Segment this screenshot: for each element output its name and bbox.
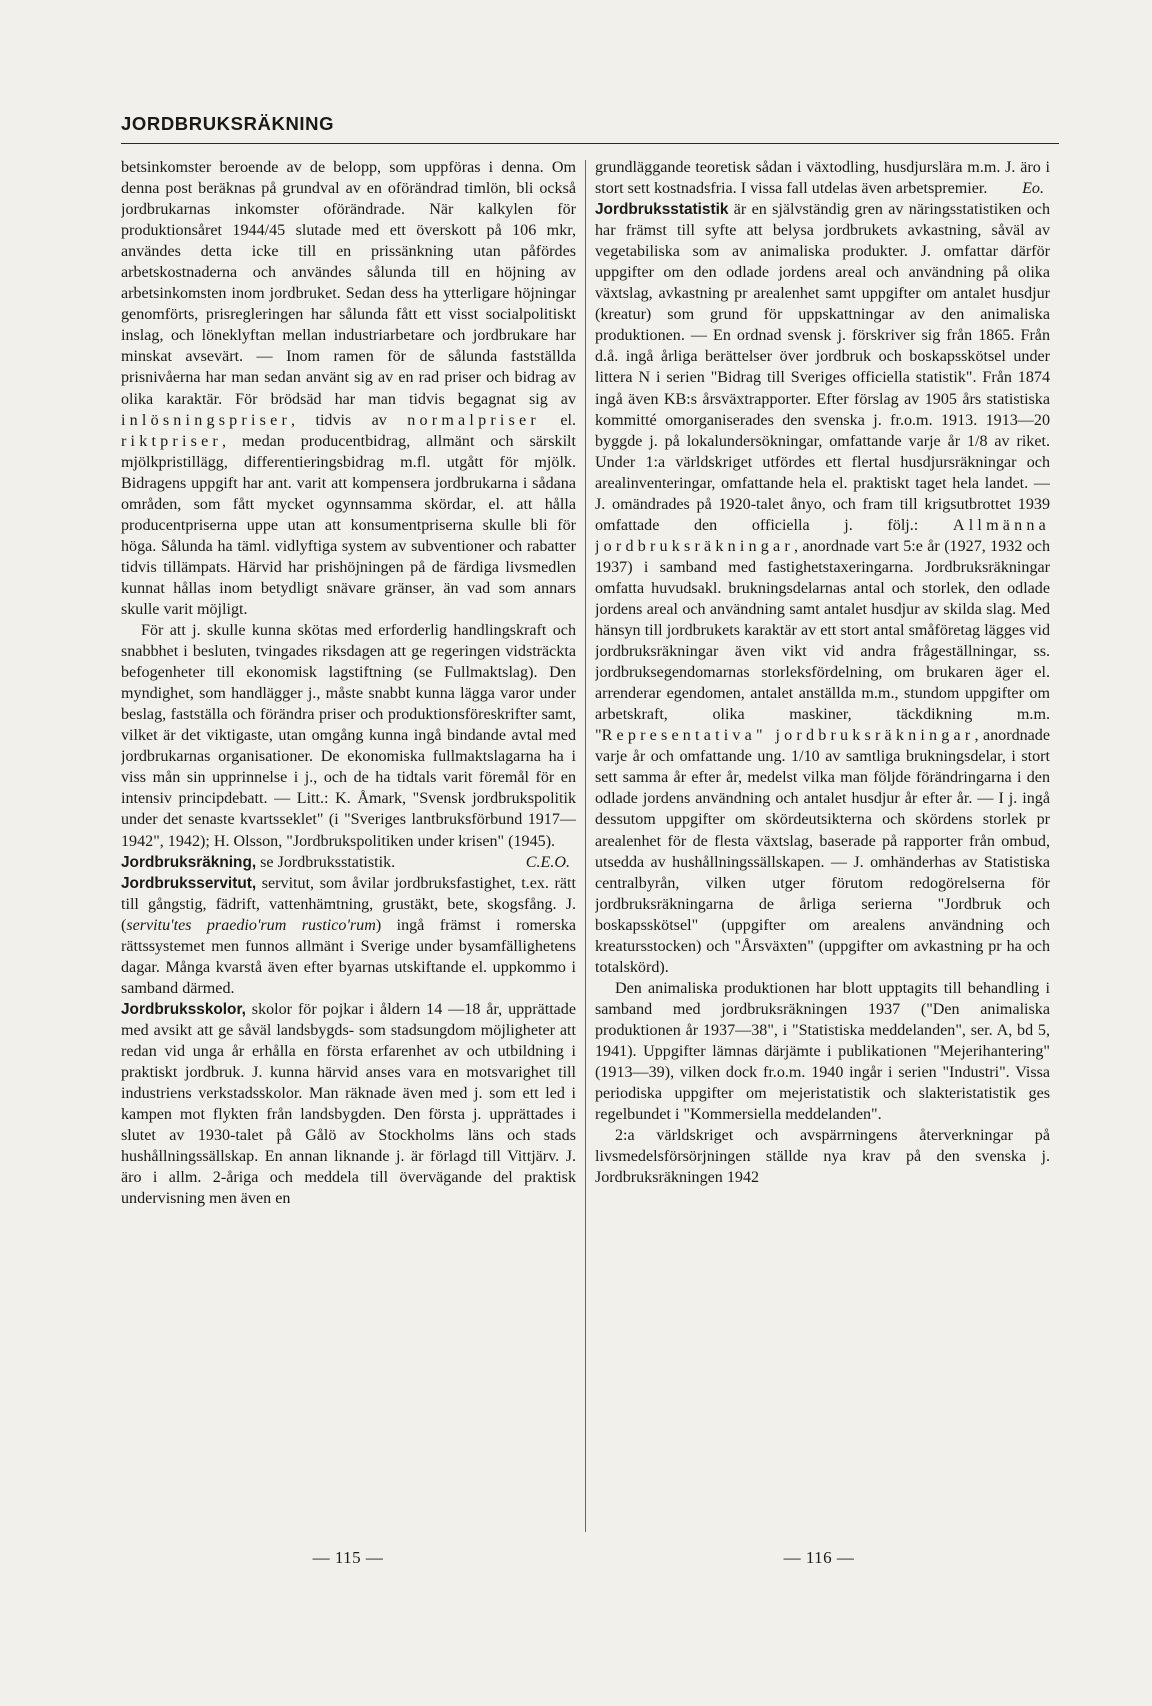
paragraph-text: Den animaliska produktionen har blott upptagits till behandling i samband med jordbruksräkningen 1937 ("Den animaliska produktionen år 1937—38", i "Statistiska meddelanden", ser. A, bd 5, 1941). Uppgifter lämnas därjämte i publikationen "Mejerihantering" (1913—39), vilken dock fr.o.m. 1940 ingår i serien "Industri". Vissa periodiska uppgifter om mejeristatistik och slakteristatistik ges regelbundet i "Kommersiella meddelanden". xyxy=(595,979,1050,1124)
spaced-term: Allmänna jordbruksräkningar xyxy=(595,516,1050,555)
paragraph xyxy=(595,1125,1050,1188)
entry-text: , anordnade varje år och omfattande ung. 1/10 av samtliga brukningsdelar, i stort sett samma år efter år, medelst vilka man följde förändringarna i den odlade jordens användning och antalet husdjur år efter år. — I j. ingå dessutom uppgifter om skördeutsikterna och skördens storlek pr arealenhet för de flesta växtslag, baserade på rapporter från ombud, utsedda av hushållningssällskapen. — J. omhänderhas av Statistiska centralbyrån, vilken utger förutom redogörelserna för jordbruksräkningarna de årliga serierna "Jordbruk och boskapsskötsel" (uppgifter om arealens användning och kreatursstocken) och "Årsväxten" (uppgifter om avkastning pr ha och totalskörd). xyxy=(595,727,1050,976)
running-head: JORDBRUKSRÄKNING xyxy=(121,113,335,134)
entry-text: ) ingå främst i romerska rättssystemet men funnos allmänt i Sverige under bysamfällighetens dagar. Många kvarstå även efter byarnas utskiftande el. uppkommo i samband därmed. xyxy=(121,916,576,997)
paragraph xyxy=(121,157,576,620)
entry-jordbruksstatistik xyxy=(595,199,1050,978)
entry-jordbruksskolor xyxy=(121,999,576,1209)
paragraph-text: betsinkomster beroende av de belopp, som uppföras i denna. Om denna post beräknas på grundval av en oförändrad timlön, bli också jordbrukarnas inkomster oförändrade. När kalkylen för produktionsåret 1944/45 slutade med ett överskott på 106 mkr, användes detta icke till en prissänkning utan påfördes arbetskostnaderna och användes sålunda till en höjning av arbetsinkomsten inom jordbruket. Sedan dess ha ytterligare höjningar genomförts, prisregleringen har sålunda fått ett visst socialpolitiskt inslag, och löneklyftan mellan industriarbetare och jordbrukare har minskat avsevärt. — Inom ramen för de sålunda fastställda prisnivåerna har man sedan använt sig av en rad priser och bidrag av olika karaktär. För brödsäd har man tidvis begagnat sig av xyxy=(121,159,576,408)
paragraph-text: , medan producentbidrag, allmänt och särskilt mjölkpristillägg, differentieringsbidrag m.fl. utgått för mjölk. Bidragens uppgift har ant. varit att kompensera jordbrukarna i sådana områden, som fått mycket ogynnsamma skördar, el. att hålla producentpriserna uppe utan att konsumentpriserna skulle bli för höga. Sålunda ha täml. vidlyftiga system av subventioner och rabatter tidvis tillämpats. Härvid har prishöjningen på de färdiga livsmedlen kunnat hållas inom betydligt snävare gränser, än vad som annars skulle varit möjligt. xyxy=(121,432,576,618)
paragraph-text: el. xyxy=(539,411,576,429)
spaced-term: inlösningspriser xyxy=(121,411,292,429)
left-column xyxy=(121,157,576,1542)
spaced-term: riktpriser xyxy=(121,432,222,450)
page-header xyxy=(121,113,1059,144)
page-number-right: — 116 — xyxy=(783,1548,855,1567)
spaced-term: Representativa" jordbruksräkningar xyxy=(601,727,975,745)
entry-jordbruksservitut xyxy=(121,873,576,999)
author-signature: C.E.O. xyxy=(525,853,570,871)
entry-text: , anordnade vart 5:e år (1927, 1932 och 1937) i samband med fastighetstaxeringarna. Jordbruksräkningar omfatta huvudsakl. brukningsdelarnas antal och storlek, den odlade jordens areal och användning samt antalet husdjur av skilda slag. Med hänsyn till jordbrukets karaktär av ett stort antal småföretag lägges vid jordbruksräkningar även vikt vid andra frågeställningar, ss. jordbruksegendomarnas storleksfördelning, om brukaren äger el. arrenderar egendomen, antalet anställda m.m., stundom uppgifter om arbetskraft, olika maskiner, täckdikning m.m. " xyxy=(595,537,1050,745)
entry-text: servitut, som åvilar jordbruksfastighet, t.ex. rätt till gångstig, fädrift, vattenhämtning, grustäkt, bete, skogsfång. J. ( xyxy=(121,874,576,934)
latin-term: servitu'tes praedio'rum rustico'rum xyxy=(126,916,376,934)
entry-headword: Jordbruksskolor, xyxy=(121,1000,246,1018)
entry-text: skolor för pojkar i åldern 14 —18 år, upprättade med avsikt att ge såväl landsbygds- som stadsungdom möjligheter att redan vid unga år erhålla en första erfarenhet av och utbildning i praktiskt jordbruk. J. kunna härvid anses vara en motsvarighet till industriens verkstadsskolor. Man räknade även med j. som ett led i kampen mot flykten från landsbygden. Den första j. upprättades i slutet av 1930-talet på Gålö av Stockholms läns och stads hushållningssällskap. En annan liknande j. är förlagd till Vittjärv. J. äro i allm. 2-åriga och meddela till övervägande del praktisk undervisning men även en xyxy=(121,1000,576,1208)
entry-text: är en självständig gren av näringsstatistiken och har främst till syfte att belysa jordbrukets avkastning, såväl av vegetabiliska som av animaliska produkter. J. omfattar därför uppgifter om den odlade jordens areal och användning på olika växtslag, avkastning pr arealenhet samt uppgifter om antalet husdjur (kreatur) som grund för uppskattningar av den animaliska produktionen. — En ordnad svensk j. förskriver sig från 1865. Från d.å. ingå årliga berättelser över jordbruk och boskapsskötsel under littera N i serien "Bidrag till Sveriges officiella statistik". Från 1874 ingå även KB:s årsväxtrapporter. Efter förslag av 1905 års statistiska kommitté omorganiserades den svenska j. fr.o.m. 1913. 1913—20 byggde j. på lokalundersökningar, omfattande varje år 1/8 av riket. Under 1:a världskriget utfördes ett flertal husdjursräkningar och arealinventeringar, omfattande hela el. praktiskt taget hela landet. — J. omändrades på 1920-talet ånyo, och fram till krigsutbrottet 1939 omfattade den officiella j. följ.: xyxy=(595,201,1050,534)
right-column xyxy=(595,157,1050,1542)
entry-text: se Jordbruksstatistik. xyxy=(256,853,396,871)
author-signature: Eo. xyxy=(1022,180,1044,198)
spaced-term: normalpriser xyxy=(407,411,540,429)
paragraph-text: För att j. skulle kunna skötas med erforderlig handlingskraft och snabbhet i besluten, tvingades riksdagen att ge regeringen vidsträckta befogenheter till ekonomisk lagstiftning (se Fullmaktslag). Den myndighet, som handlägger j., måste snabbt kunna lägga varor under beslag, fastställa och förändra priser och produktionsföreskrifter samt, vilket är det viktigaste, utan omgång kunna ingå bindande avtal med jordbrukarnas organisationer. De ekonomiska fullmaktslagarna ha i viss mån sin upprinnelse i j., och de ha tidtals varit föremål för en intensiv principdebatt. — Litt.: K. Åmark, "Svensk jordbrukspolitik under det senaste kvartsseklet" (i "Sveriges lantbruksförbund 1917—1942", 1942); H. Olsson, "Jordbrukspolitiken under krisen" (1945). xyxy=(121,622,576,850)
entry-headword: Jordbruksräkning, xyxy=(121,853,257,871)
paragraph xyxy=(595,157,1050,199)
entry-headword: Jordbruksservitut, xyxy=(121,874,257,892)
entry-headword: Jordbruksstatistik xyxy=(595,201,729,219)
paragraph-text: 2:a världskriget och avspärrningens återverkningar på livsmedelsförsörjningen ställde nya krav på den svenska j. Jordbruksräkningen 1942 xyxy=(595,1127,1050,1187)
paragraph-text: grundläggande teoretisk sådan i växtodling, husdjurslära m.m. J. äro i stort sett kostnadsfria. I vissa fall utdelas även arbetspremier. xyxy=(595,159,1050,198)
page-number-left: — 115 — xyxy=(312,1548,384,1567)
paragraph xyxy=(595,978,1050,1125)
column-divider xyxy=(585,160,586,1532)
paragraph-text: , tidvis av xyxy=(291,411,387,429)
